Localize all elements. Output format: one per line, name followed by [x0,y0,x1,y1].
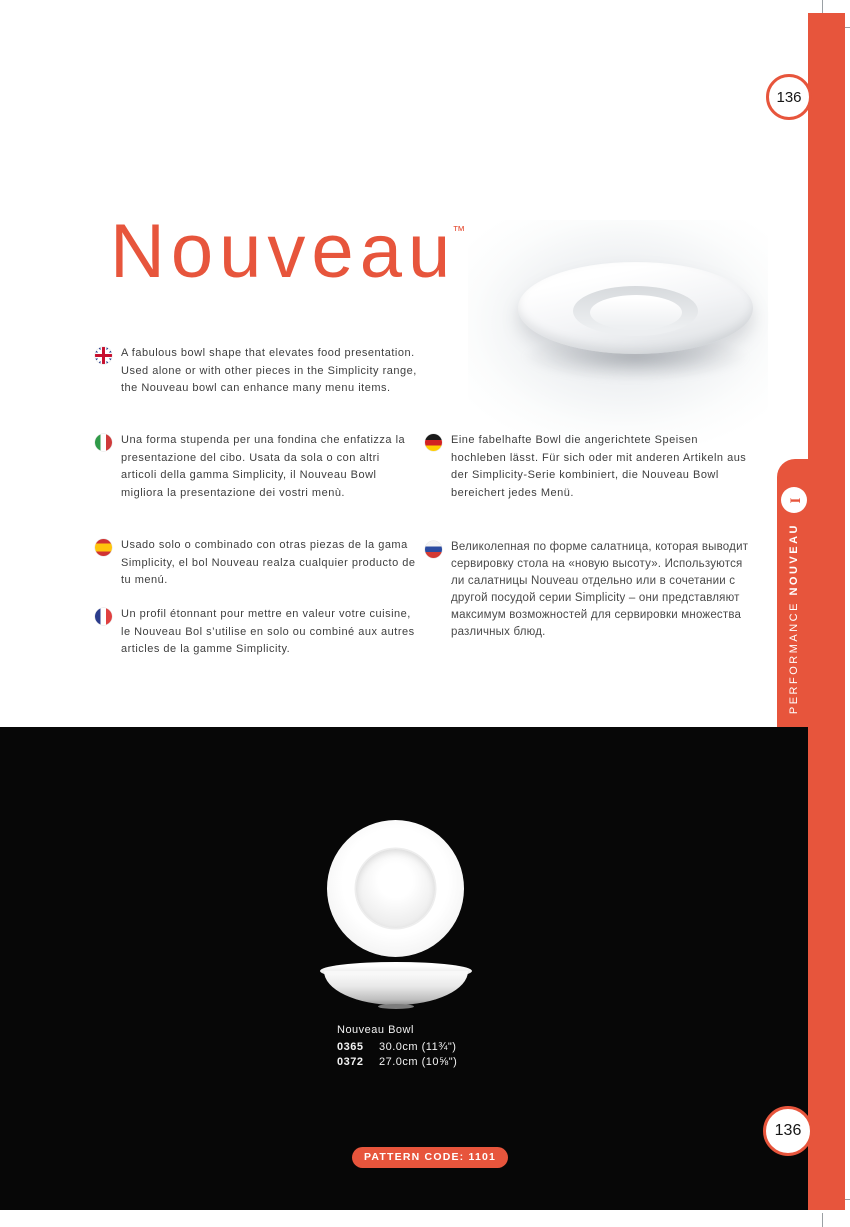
product-info [337,1023,457,1071]
description-es [95,537,417,590]
product-panel [0,727,808,1210]
range-badge-glyph: I [786,497,802,503]
range-tab-label-performance: PERFORMANCE [787,595,800,715]
page-number-bottom [763,1106,813,1156]
product-code: 0372 [337,1056,364,1068]
bowl-side-view-image [320,962,472,1012]
description-de [425,432,747,502]
description-it-text: Una forma stupenda per una fondina che enfatizza la presentazione del cibo. Usata da sola o con altri articoli della gamma Simplicity, il Nouveau Bowl migliora la presentazione dei vostri menù. [121,434,406,499]
bowl-top-view-image [327,820,464,957]
product-item-row [337,1040,457,1056]
page-title-text: Nouveau [110,209,457,294]
france-flag-icon [95,608,112,625]
description-de-text: Eine fabelhafte Bowl die angerichtete Speisen hochleben lässt. Für sich oder mit anderen Artikeln aus der Simplicity-Serie kombiniert, die Nouveau Bowl bereichert jedes Menü. [451,434,747,499]
bowl-side-body [324,971,468,1005]
spain-flag-icon [95,539,112,556]
page-number-bottom-value: 136 [774,1122,802,1139]
bowl-top-view-well [356,849,435,928]
range-tab-label [788,523,800,714]
product-item-row [337,1055,457,1071]
page-title [110,209,470,294]
page-number-top-value: 136 [776,88,802,106]
description-en [95,345,417,398]
description-en-text: A fabulous bowl shape that elevates food presentation. Used alone or with other pieces in the Simplicity range, the Nouveau bowl can enhance many menu items. [121,347,417,394]
hero-bowl-photo [468,220,768,465]
pattern-code-badge: PATTERN CODE: 1101 [352,1147,508,1168]
description-fr-text: Un profil étonnant pour mettre en valeur votre cuisine, le Nouveau Bol s’utilise en solo ou combiné aux autres articles de la gamme Simplicity. [121,608,415,655]
crop-mark [822,1213,823,1227]
description-ru [425,539,757,641]
trademark-symbol: ™ [452,223,467,238]
description-ru-text: Великолепная по форме салатница, которая выводит сервировку стола на «новую высоту». Используются ли салатницы Nouveau отдельно или в сочетании с другой посудой серии Simplicity – они представляют максимум возможностей для сервировки множества различных блюд. [451,541,749,638]
germany-flag-icon [425,434,442,451]
range-tab-label-nouveau: NOUVEAU [787,523,800,596]
product-name: Nouveau Bowl [337,1024,414,1036]
page-number-top [766,74,812,120]
bowl-side-foot [378,1004,414,1009]
product-code: 0365 [337,1040,364,1053]
russia-flag-icon [425,541,442,558]
bowl-well [590,295,682,330]
range-badge-icon [781,487,807,513]
product-size: 30.0cm (11¾") [379,1040,457,1053]
range-tab [777,459,845,768]
description-es-text: Usado solo o combinado con otras piezas de la gama Simplicity, el bol Nouveau realza cualquier producto de tu menú. [121,539,416,586]
product-size: 27.0cm (10⅝") [379,1056,458,1068]
italy-flag-icon [95,434,112,451]
description-it [95,432,417,502]
uk-flag-icon [95,347,112,364]
description-fr [95,606,417,659]
